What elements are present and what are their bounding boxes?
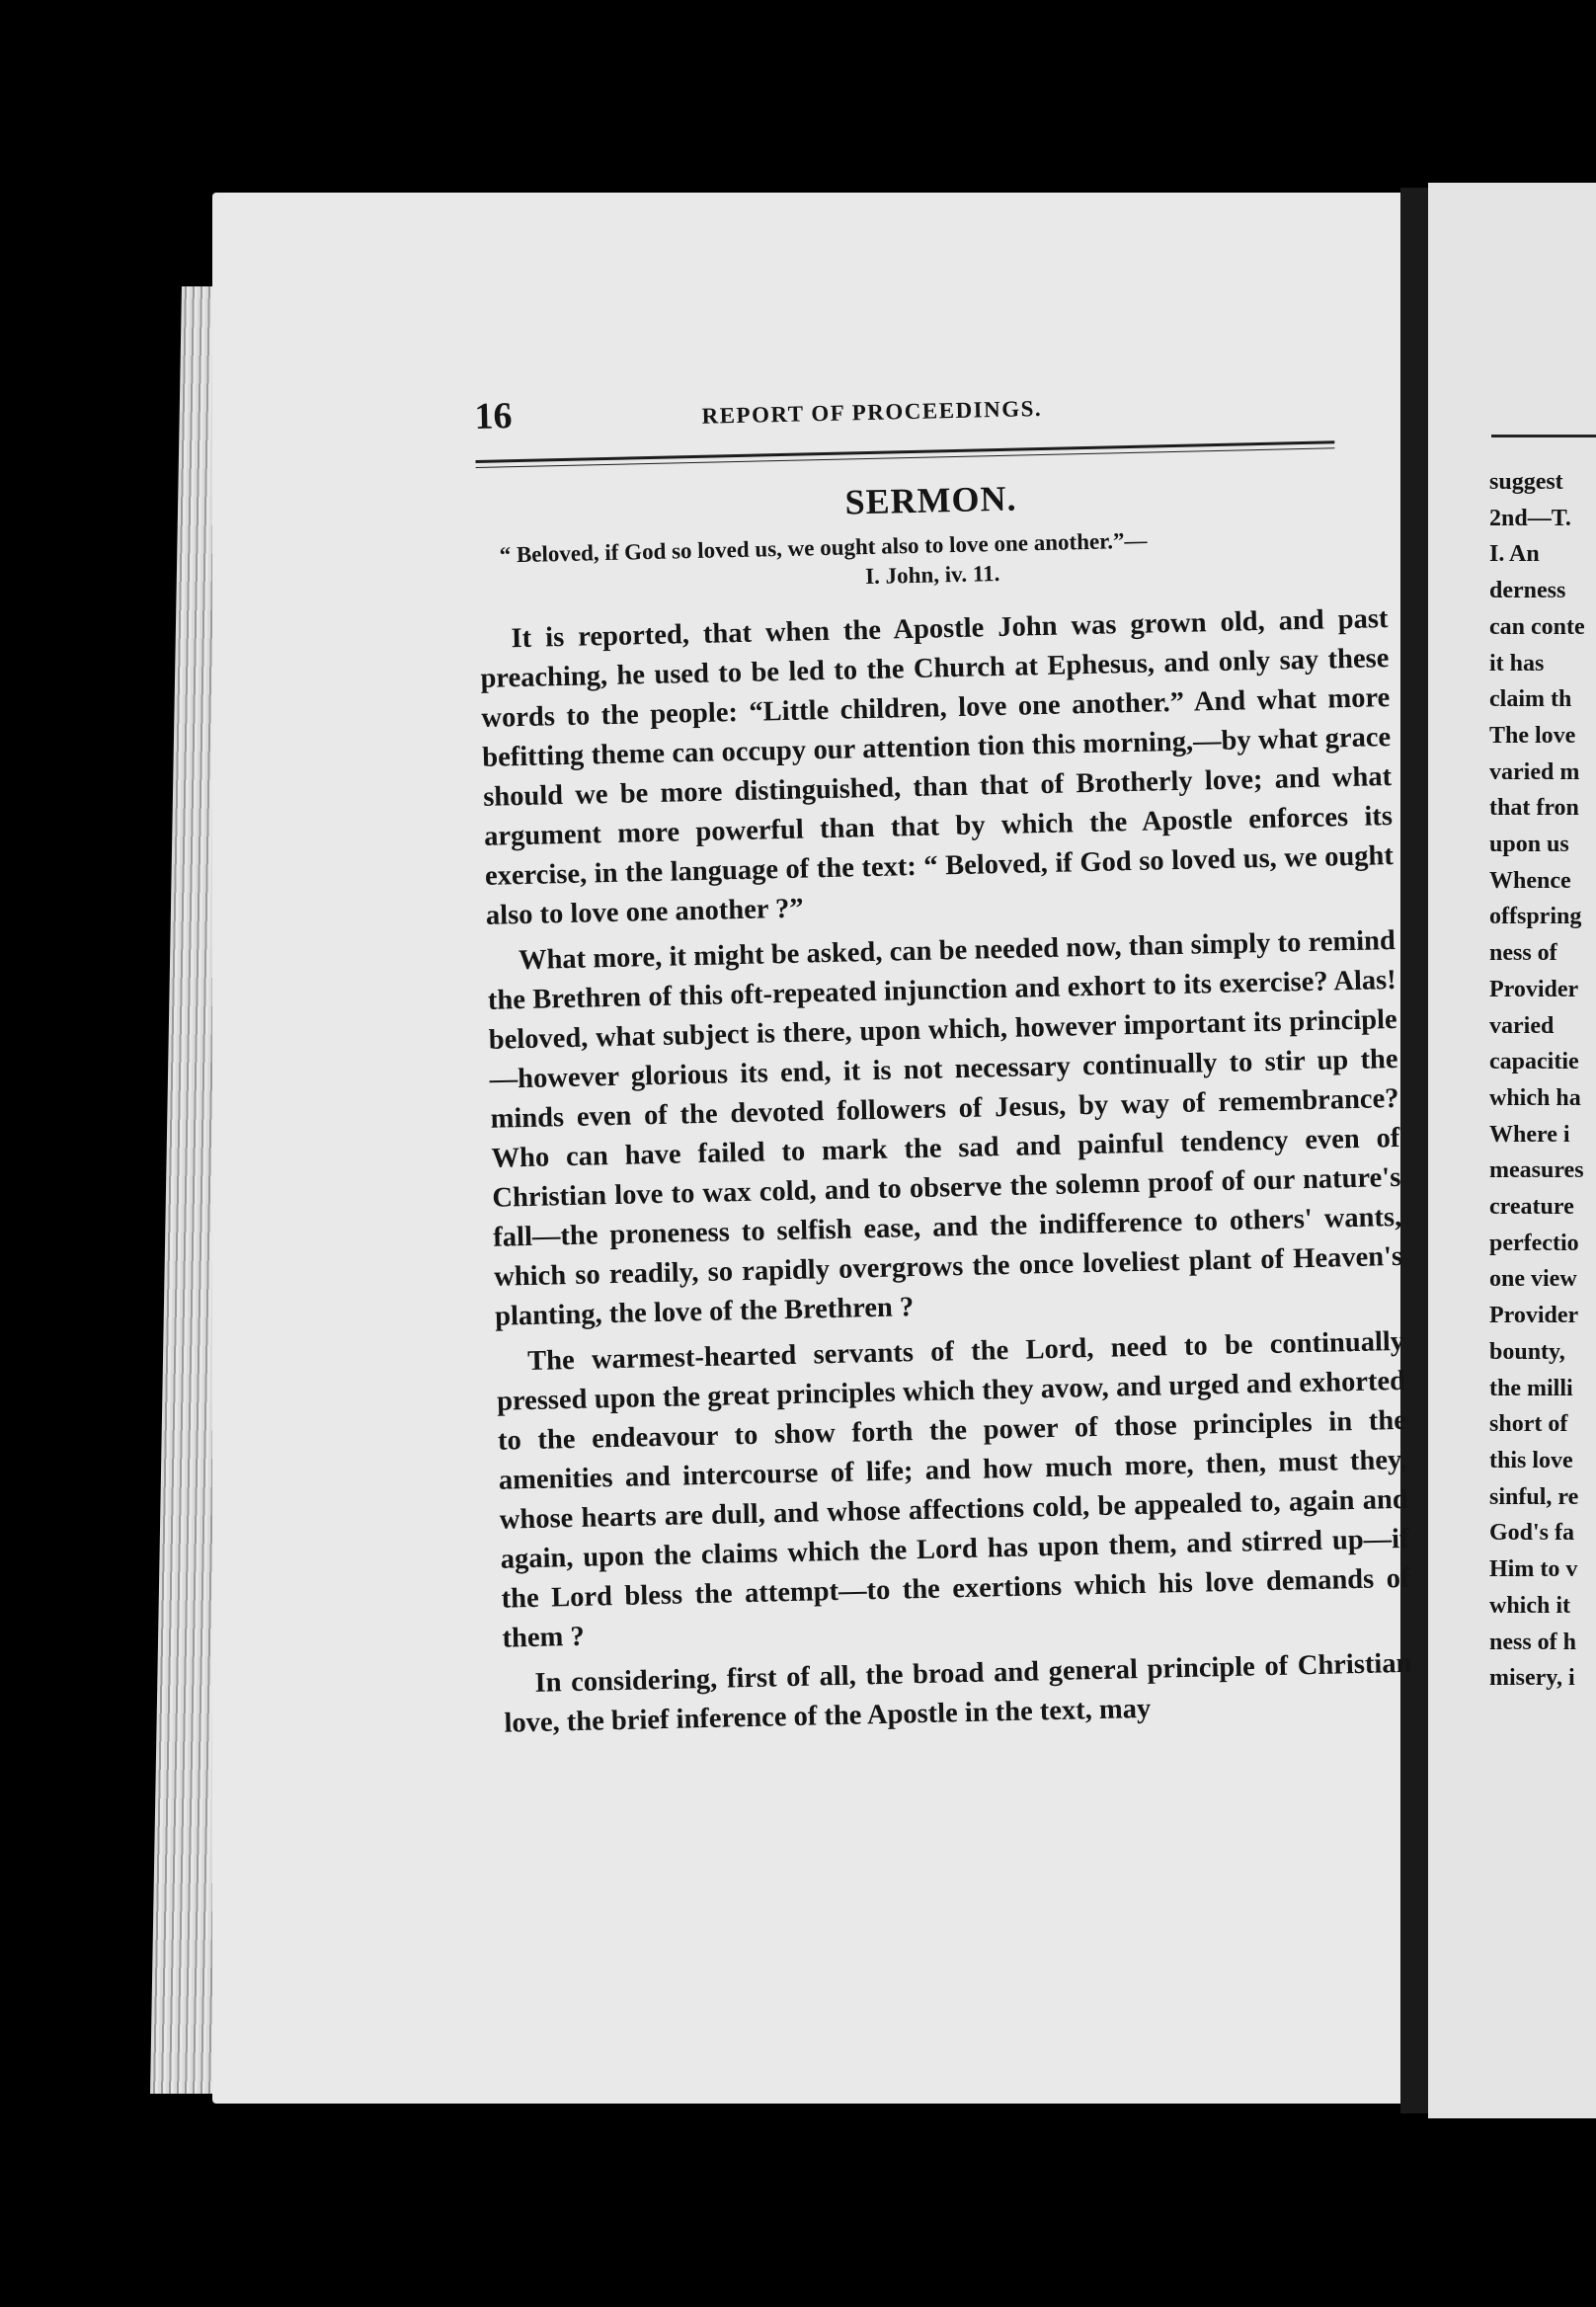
right-page-line: 2nd—T. — [1489, 505, 1571, 531]
right-page-line: measures — [1489, 1157, 1584, 1184]
right-page-line: Whence — [1489, 867, 1571, 894]
running-head: REPORT OF PROCEEDINGS. — [701, 395, 1043, 429]
right-page-line: it has — [1489, 650, 1545, 676]
right-page-line: this love — [1489, 1447, 1573, 1473]
right-page-line: creature — [1489, 1194, 1574, 1221]
right-page-line: God's fa — [1489, 1520, 1575, 1547]
right-page-line: I. An — [1489, 541, 1540, 568]
right-page-line: derness — [1489, 578, 1566, 604]
epigraph: “ Beloved, if God so loved us, we ought also to love one another.”— — [499, 527, 1148, 568]
right-page-line: offspring — [1489, 904, 1582, 930]
paragraph-4: In considering, first of all, the broad and general principle of Christian love, the brief inference of the Apostle in the text, may — [504, 1647, 1412, 1739]
epigraph-citation: I. John, iv. 11. — [864, 560, 1000, 590]
right-page-text-fragments — [1489, 464, 1596, 1697]
sermon-title: SERMON. — [844, 478, 1017, 522]
right-page-line: Him to v — [1489, 1556, 1578, 1583]
right-page-line: suggest — [1489, 469, 1563, 495]
right-page-line: which it — [1489, 1592, 1571, 1619]
right-page-line: the milli — [1489, 1375, 1573, 1401]
paragraph-3: The warmest-hearted servants of the Lord, need to be continually pressed upon the great principles which they avow, and urged and exhorted to the endeavour to show forth the power of those principles in the amenities and intercourse of life; and how much more, then, must they, whose hearts are dull, and whose affections cold, be appealed to, again and again, upon the claims which the Lord has upon them, and stirred up—if the Lord bless the attempt—to the exertions which his love demands of them ? — [496, 1325, 1410, 1654]
paragraph-1: It is reported, that when the Apostle John was grown old, and past preaching, he used to be led to the Church at Ephesus, and only say these words to the people: “Little children, love one another.” And what more befitting theme can occupy our attention tion this morning,—by what grace should we be more distinguished, than that of Brotherly love; and what argument more powerful than that by which the Apostle enforces its exercise, in the language of the text: “ Beloved, if God so loved us, we ought also to love one another ?” — [480, 603, 1395, 931]
right-page-line: Provider — [1489, 976, 1579, 1002]
right-page-line: ness of — [1489, 940, 1557, 967]
right-page-line: upon us — [1489, 832, 1569, 858]
right-page-line: claim th — [1489, 686, 1572, 713]
right-page-line: Where i — [1489, 1121, 1570, 1148]
right-page-line: one view — [1489, 1266, 1577, 1293]
right-page-line: short of — [1489, 1411, 1568, 1438]
right-page-line: that fron — [1489, 795, 1579, 822]
page-number: 16 — [474, 395, 513, 438]
right-page-line: misery, i — [1489, 1665, 1575, 1692]
right-page-line: capacitie — [1489, 1049, 1579, 1075]
right-page-line: The love — [1489, 722, 1576, 749]
right-page-line: which ha — [1489, 1084, 1581, 1111]
right-page-line: varied — [1489, 1012, 1555, 1039]
right-page-line: bounty, — [1489, 1338, 1565, 1365]
right-page-line: can conte — [1489, 613, 1585, 640]
right-page-line: perfectio — [1489, 1230, 1579, 1256]
right-page-header-rule — [1491, 435, 1596, 438]
book-spine — [1400, 188, 1428, 2113]
paragraph-2: What more, it might be asked, can be needed now, than simply to remind the Brethren of this oft-repeated injunction and exhort to its exercise? Alas! beloved, what subject is there, upon which, however important its principle—however glorious its end, it is not necessary continually to stir up the minds even of the devoted followers of Jesus, by way of remembrance? Who can have failed to mark the sad and painful tendency even of Christian love to wax cold, and to observe the solemn proof of our nature's fall—the proneness to selfish ease, and the indifference to others' wants, which so readily, so rapidly overgrows the once loveliest plant of Heaven's planting, the love of the Brethren ? — [487, 924, 1403, 1332]
left-page-content — [474, 374, 1413, 1744]
right-page-line: Provider — [1489, 1303, 1579, 1329]
right-page-line: sinful, re — [1489, 1483, 1579, 1510]
right-page-line: ness of h — [1489, 1629, 1577, 1655]
right-page-line: varied m — [1489, 758, 1580, 785]
